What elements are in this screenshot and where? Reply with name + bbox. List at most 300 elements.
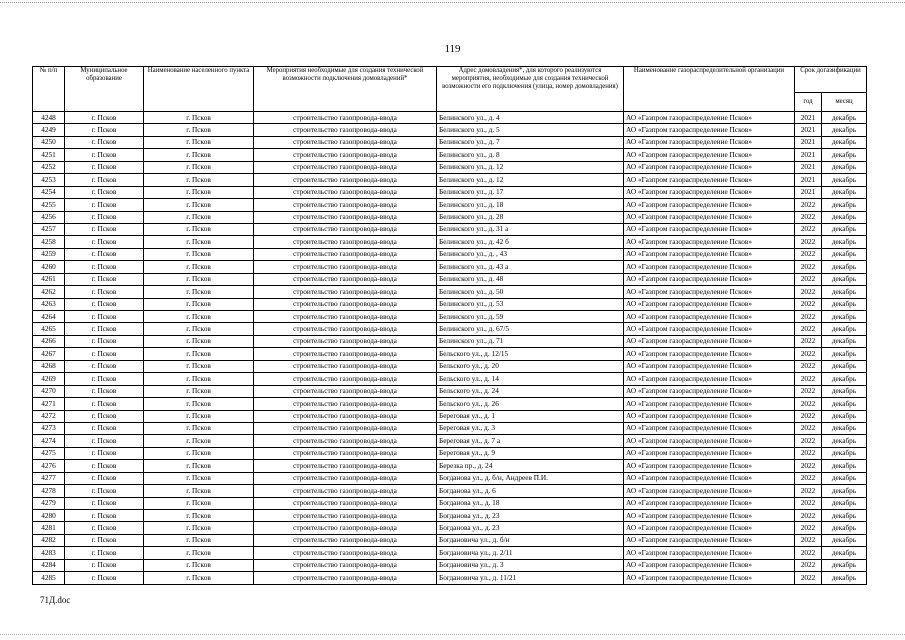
table-row: [33, 236, 867, 248]
row-year: 2022: [795, 248, 822, 260]
header-settlement: Наименование населенного пункта: [144, 67, 254, 112]
table-row: [33, 360, 867, 372]
row-address: Береговая ул., д. 1: [437, 410, 624, 422]
row-organization: АО «Газпром газораспределение Псков»: [624, 398, 795, 410]
row-year: 2022: [795, 534, 822, 546]
row-month: декабрь: [822, 335, 867, 347]
row-month: декабрь: [822, 534, 867, 546]
row-address: Белинского ул., д. 31 а: [437, 223, 624, 235]
table-row: [33, 522, 867, 534]
row-number: 4277: [33, 472, 65, 484]
row-settlement: г. Псков: [144, 112, 254, 124]
row-settlement: г. Псков: [144, 124, 254, 136]
row-month: декабрь: [822, 298, 867, 310]
row-year: 2022: [795, 261, 822, 273]
row-municipality: г. Псков: [65, 149, 144, 161]
row-municipality: г. Псков: [65, 485, 144, 497]
row-settlement: г. Псков: [144, 236, 254, 248]
row-number: 4261: [33, 273, 65, 285]
row-organization: АО «Газпром газораспределение Псков»: [624, 286, 795, 298]
row-number: 4279: [33, 497, 65, 509]
row-month: декабрь: [822, 398, 867, 410]
row-number: 4276: [33, 460, 65, 472]
row-number: 4265: [33, 323, 65, 335]
row-settlement: г. Псков: [144, 311, 254, 323]
row-municipality: г. Псков: [65, 435, 144, 447]
row-month: декабрь: [822, 360, 867, 372]
row-settlement: г. Псков: [144, 447, 254, 459]
row-settlement: г. Псков: [144, 547, 254, 559]
row-measure: строительство газопровода-ввода: [254, 211, 437, 223]
table-row: [33, 298, 867, 310]
table-row: [33, 136, 867, 148]
row-organization: АО «Газпром газораспределение Псков»: [624, 447, 795, 459]
table-body: [33, 112, 867, 585]
row-month: декабрь: [822, 112, 867, 124]
row-settlement: г. Псков: [144, 323, 254, 335]
table-row: [33, 485, 867, 497]
row-address: Береговая ул., д. 7 а: [437, 435, 624, 447]
row-measure: строительство газопровода-ввода: [254, 422, 437, 434]
row-year: 2022: [795, 211, 822, 223]
row-settlement: г. Псков: [144, 422, 254, 434]
row-settlement: г. Псков: [144, 559, 254, 571]
row-number: 4266: [33, 335, 65, 347]
row-measure: строительство газопровода-ввода: [254, 136, 437, 148]
row-number: 4281: [33, 522, 65, 534]
row-organization: АО «Газпром газораспределение Псков»: [624, 348, 795, 360]
row-month: декабрь: [822, 410, 867, 422]
row-organization: АО «Газпром газораспределение Псков»: [624, 199, 795, 211]
row-address: Белинского ул., д. , 43: [437, 248, 624, 260]
row-year: 2022: [795, 572, 822, 584]
row-municipality: г. Псков: [65, 522, 144, 534]
row-number: 4256: [33, 211, 65, 223]
row-municipality: г. Псков: [65, 112, 144, 124]
row-address: Белинского ул., д. 50: [437, 286, 624, 298]
row-month: декабрь: [822, 348, 867, 360]
row-organization: АО «Газпром газораспределение Псков»: [624, 360, 795, 372]
row-year: 2022: [795, 485, 822, 497]
table-row: [33, 385, 867, 397]
row-year: 2022: [795, 348, 822, 360]
row-number: 4255: [33, 199, 65, 211]
row-settlement: г. Псков: [144, 522, 254, 534]
row-year: 2022: [795, 422, 822, 434]
row-municipality: г. Псков: [65, 199, 144, 211]
row-settlement: г. Псков: [144, 298, 254, 310]
row-measure: строительство газопровода-ввода: [254, 261, 437, 273]
row-year: 2021: [795, 186, 822, 198]
row-measure: строительство газопровода-ввода: [254, 522, 437, 534]
table-row: [33, 534, 867, 546]
row-measure: строительство газопровода-ввода: [254, 497, 437, 509]
row-organization: АО «Газпром газораспределение Псков»: [624, 460, 795, 472]
row-municipality: г. Псков: [65, 559, 144, 571]
row-year: 2022: [795, 497, 822, 509]
row-municipality: г. Псков: [65, 385, 144, 397]
row-number: 4252: [33, 161, 65, 173]
row-measure: строительство газопровода-ввода: [254, 298, 437, 310]
row-address: Белинского ул., д. 12: [437, 174, 624, 186]
row-year: 2022: [795, 447, 822, 459]
row-address: Бельского ул., д. 12/15: [437, 348, 624, 360]
row-year: 2021: [795, 124, 822, 136]
row-number: 4270: [33, 385, 65, 397]
row-measure: строительство газопровода-ввода: [254, 311, 437, 323]
row-measure: строительство газопровода-ввода: [254, 373, 437, 385]
row-month: декабрь: [822, 385, 867, 397]
table-row: [33, 311, 867, 323]
row-municipality: г. Псков: [65, 273, 144, 285]
row-measure: строительство газопровода-ввода: [254, 124, 437, 136]
row-organization: АО «Газпром газораспределение Псков»: [624, 211, 795, 223]
row-address: Белинского ул., д. 59: [437, 311, 624, 323]
row-measure: строительство газопровода-ввода: [254, 485, 437, 497]
row-year: 2022: [795, 472, 822, 484]
row-organization: АО «Газпром газораспределение Псков»: [624, 335, 795, 347]
table-row: [33, 348, 867, 360]
row-measure: строительство газопровода-ввода: [254, 335, 437, 347]
row-month: декабрь: [822, 422, 867, 434]
row-year: 2021: [795, 174, 822, 186]
row-month: декабрь: [822, 149, 867, 161]
table-row: [33, 335, 867, 347]
header-term: Срок догазификации: [795, 67, 867, 93]
row-measure: строительство газопровода-ввода: [254, 447, 437, 459]
row-settlement: г. Псков: [144, 472, 254, 484]
row-month: декабрь: [822, 559, 867, 571]
table-row: [33, 435, 867, 447]
row-address: Белинского ул., д. 4: [437, 112, 624, 124]
table-row: [33, 422, 867, 434]
row-measure: строительство газопровода-ввода: [254, 534, 437, 546]
row-organization: АО «Газпром газораспределение Псков»: [624, 174, 795, 186]
row-address: Богдановича ул., д. 2/11: [437, 547, 624, 559]
table-row: [33, 323, 867, 335]
row-number: 4280: [33, 510, 65, 522]
row-organization: АО «Газпром газораспределение Псков»: [624, 510, 795, 522]
row-settlement: г. Псков: [144, 136, 254, 148]
row-settlement: г. Псков: [144, 174, 254, 186]
table-row: [33, 273, 867, 285]
row-settlement: г. Псков: [144, 435, 254, 447]
row-month: декабрь: [822, 510, 867, 522]
row-number: 4283: [33, 547, 65, 559]
table-row: [33, 211, 867, 223]
row-number: 4262: [33, 286, 65, 298]
row-municipality: г. Псков: [65, 236, 144, 248]
row-municipality: г. Псков: [65, 447, 144, 459]
row-organization: АО «Газпром газораспределение Псков»: [624, 136, 795, 148]
table-row: [33, 497, 867, 509]
row-month: декабрь: [822, 174, 867, 186]
row-month: декабрь: [822, 460, 867, 472]
table-row: [33, 547, 867, 559]
row-organization: АО «Газпром газораспределение Псков»: [624, 261, 795, 273]
table-row: [33, 174, 867, 186]
row-address: Береговая ул., д. 9: [437, 447, 624, 459]
row-year: 2022: [795, 460, 822, 472]
row-settlement: г. Псков: [144, 572, 254, 584]
table-row: [33, 112, 867, 124]
row-municipality: г. Псков: [65, 547, 144, 559]
row-organization: АО «Газпром газораспределение Псков»: [624, 472, 795, 484]
row-month: декабрь: [822, 547, 867, 559]
row-address: Белинского ул., д. 8: [437, 149, 624, 161]
row-measure: строительство газопровода-ввода: [254, 223, 437, 235]
row-year: 2022: [795, 373, 822, 385]
row-municipality: г. Псков: [65, 286, 144, 298]
row-number: 4273: [33, 422, 65, 434]
row-number: 4274: [33, 435, 65, 447]
row-number: 4248: [33, 112, 65, 124]
row-organization: АО «Газпром газораспределение Псков»: [624, 547, 795, 559]
row-number: 4284: [33, 559, 65, 571]
row-measure: строительство газопровода-ввода: [254, 460, 437, 472]
row-settlement: г. Псков: [144, 510, 254, 522]
row-month: декабрь: [822, 286, 867, 298]
row-organization: АО «Газпром газораспределение Псков»: [624, 534, 795, 546]
row-year: 2021: [795, 112, 822, 124]
row-number: 4249: [33, 124, 65, 136]
row-number: 4285: [33, 572, 65, 584]
row-organization: АО «Газпром газораспределение Псков»: [624, 186, 795, 198]
row-settlement: г. Псков: [144, 248, 254, 260]
row-settlement: г. Псков: [144, 223, 254, 235]
row-year: 2022: [795, 323, 822, 335]
row-measure: строительство газопровода-ввода: [254, 547, 437, 559]
row-address: Бельского ул., д. 24: [437, 385, 624, 397]
row-number: 4272: [33, 410, 65, 422]
top-border-line: [0, 2, 905, 3]
row-organization: АО «Газпром газораспределение Псков»: [624, 497, 795, 509]
row-year: 2022: [795, 559, 822, 571]
row-municipality: г. Псков: [65, 323, 144, 335]
bottom-border-line: [0, 634, 905, 635]
row-measure: строительство газопровода-ввода: [254, 398, 437, 410]
table-row: [33, 261, 867, 273]
header-year: год: [795, 93, 822, 112]
table-row: [33, 223, 867, 235]
row-organization: АО «Газпром газораспределение Псков»: [624, 485, 795, 497]
row-month: декабрь: [822, 472, 867, 484]
row-number: 4259: [33, 248, 65, 260]
row-settlement: г. Псков: [144, 497, 254, 509]
row-address: Бельского ул., д. 26: [437, 398, 624, 410]
row-settlement: г. Псков: [144, 410, 254, 422]
table-row: [33, 398, 867, 410]
row-year: 2021: [795, 149, 822, 161]
row-settlement: г. Псков: [144, 186, 254, 198]
row-settlement: г. Псков: [144, 398, 254, 410]
row-municipality: г. Псков: [65, 311, 144, 323]
row-measure: строительство газопровода-ввода: [254, 435, 437, 447]
row-year: 2022: [795, 311, 822, 323]
row-number: 4269: [33, 373, 65, 385]
header-month: месяц: [822, 93, 867, 112]
table-row: [33, 447, 867, 459]
row-address: Богданова ул., д. б/н, Андреев П.И.: [437, 472, 624, 484]
row-measure: строительство газопровода-ввода: [254, 360, 437, 372]
row-address: Богданова ул., д. 18: [437, 497, 624, 509]
row-measure: строительство газопровода-ввода: [254, 236, 437, 248]
row-address: Береговая ул., д. 3: [437, 422, 624, 434]
row-month: декабрь: [822, 447, 867, 459]
row-settlement: г. Псков: [144, 199, 254, 211]
row-address: Белинского ул., д. 67/5: [437, 323, 624, 335]
row-year: 2022: [795, 199, 822, 211]
footer-filename: 71Д.doc: [40, 595, 71, 605]
row-organization: АО «Газпром газораспределение Псков»: [624, 559, 795, 571]
table-row: [33, 373, 867, 385]
row-address: Богдановича ул., д. 11/21: [437, 572, 624, 584]
row-number: 4253: [33, 174, 65, 186]
row-measure: строительство газопровода-ввода: [254, 199, 437, 211]
row-address: Белинского ул., д. 53: [437, 298, 624, 310]
row-municipality: г. Псков: [65, 373, 144, 385]
row-organization: АО «Газпром газораспределение Псков»: [624, 124, 795, 136]
row-measure: строительство газопровода-ввода: [254, 348, 437, 360]
row-address: Белинского ул., д. 12: [437, 161, 624, 173]
row-month: декабрь: [822, 136, 867, 148]
row-municipality: г. Псков: [65, 248, 144, 260]
row-measure: строительство газопровода-ввода: [254, 273, 437, 285]
row-address: Белинского ул., д. 17: [437, 186, 624, 198]
row-measure: строительство газопровода-ввода: [254, 323, 437, 335]
table-row: [33, 124, 867, 136]
row-organization: АО «Газпром газораспределение Псков»: [624, 385, 795, 397]
row-address: Богданова ул., д. 6: [437, 485, 624, 497]
row-organization: АО «Газпром газораспределение Псков»: [624, 422, 795, 434]
row-municipality: г. Псков: [65, 335, 144, 347]
row-organization: АО «Газпром газораспределение Псков»: [624, 273, 795, 285]
row-year: 2022: [795, 435, 822, 447]
row-year: 2022: [795, 398, 822, 410]
table-row: [33, 199, 867, 211]
row-settlement: г. Псков: [144, 348, 254, 360]
row-settlement: г. Псков: [144, 286, 254, 298]
row-municipality: г. Псков: [65, 174, 144, 186]
row-municipality: г. Псков: [65, 460, 144, 472]
row-measure: строительство газопровода-ввода: [254, 174, 437, 186]
row-organization: АО «Газпром газораспределение Псков»: [624, 149, 795, 161]
row-month: декабрь: [822, 223, 867, 235]
row-address: Богдановича ул., д. 3: [437, 559, 624, 571]
row-organization: АО «Газпром газораспределение Псков»: [624, 522, 795, 534]
row-measure: строительство газопровода-ввода: [254, 572, 437, 584]
row-month: декабрь: [822, 497, 867, 509]
row-settlement: г. Псков: [144, 161, 254, 173]
row-month: декабрь: [822, 572, 867, 584]
row-measure: строительство газопровода-ввода: [254, 385, 437, 397]
row-address: Белинского ул., д. 48: [437, 273, 624, 285]
row-number: 4257: [33, 223, 65, 235]
row-year: 2022: [795, 410, 822, 422]
row-year: 2022: [795, 273, 822, 285]
row-settlement: г. Псков: [144, 273, 254, 285]
row-month: декабрь: [822, 124, 867, 136]
row-municipality: г. Псков: [65, 298, 144, 310]
row-month: декабрь: [822, 435, 867, 447]
row-municipality: г. Псков: [65, 136, 144, 148]
row-number: 4275: [33, 447, 65, 459]
row-measure: строительство газопровода-ввода: [254, 112, 437, 124]
header-measures: Мероприятия необходимые для создания технической возможности подключения домовладений*: [254, 67, 437, 112]
row-organization: АО «Газпром газораспределение Псков»: [624, 298, 795, 310]
row-year: 2022: [795, 298, 822, 310]
row-measure: строительство газопровода-ввода: [254, 410, 437, 422]
row-municipality: г. Псков: [65, 348, 144, 360]
table-row: [33, 248, 867, 260]
table-row: [33, 510, 867, 522]
row-month: декабрь: [822, 485, 867, 497]
row-settlement: г. Псков: [144, 460, 254, 472]
row-year: 2022: [795, 522, 822, 534]
row-year: 2022: [795, 236, 822, 248]
row-settlement: г. Псков: [144, 360, 254, 372]
table-row: [33, 559, 867, 571]
table-row: [33, 161, 867, 173]
row-measure: строительство газопровода-ввода: [254, 559, 437, 571]
row-number: 4258: [33, 236, 65, 248]
row-year: 2022: [795, 360, 822, 372]
table-row: [33, 460, 867, 472]
row-number: 4267: [33, 348, 65, 360]
row-organization: АО «Газпром газораспределение Псков»: [624, 435, 795, 447]
row-address: Белинского ул., д. 43 а: [437, 261, 624, 273]
row-organization: АО «Газпром газораспределение Псков»: [624, 112, 795, 124]
row-organization: АО «Газпром газораспределение Псков»: [624, 248, 795, 260]
row-number: 4254: [33, 186, 65, 198]
row-organization: АО «Газпром газораспределение Псков»: [624, 572, 795, 584]
row-measure: строительство газопровода-ввода: [254, 286, 437, 298]
row-address: Белинского ул., д. 42 б: [437, 236, 624, 248]
row-organization: АО «Газпром газораспределение Псков»: [624, 373, 795, 385]
row-number: 4250: [33, 136, 65, 148]
row-measure: строительство газопровода-ввода: [254, 472, 437, 484]
row-address: Богданова ул., д. 23: [437, 510, 624, 522]
row-number: 4282: [33, 534, 65, 546]
row-organization: АО «Газпром газораспределение Псков»: [624, 410, 795, 422]
table-row: [33, 472, 867, 484]
row-settlement: г. Псков: [144, 335, 254, 347]
row-year: 2022: [795, 547, 822, 559]
row-measure: строительство газопровода-ввода: [254, 248, 437, 260]
row-month: декабрь: [822, 199, 867, 211]
header-address: Адрес домовладения*, для которого реализуются мероприятия, необходимые для создания технической возможности его подключения (улица, номер домовладения): [437, 67, 624, 112]
row-municipality: г. Псков: [65, 497, 144, 509]
row-month: декабрь: [822, 161, 867, 173]
table-row: [33, 149, 867, 161]
row-organization: АО «Газпром газораспределение Псков»: [624, 161, 795, 173]
row-year: 2022: [795, 223, 822, 235]
row-address: Березка пр., д. 24: [437, 460, 624, 472]
row-organization: АО «Газпром газораспределение Псков»: [624, 311, 795, 323]
header-organization: Наименование газораспределительной организации: [624, 67, 795, 112]
table-row: [33, 410, 867, 422]
row-number: 4271: [33, 398, 65, 410]
row-number: 4268: [33, 360, 65, 372]
row-address: Белинского ул., д. 28: [437, 211, 624, 223]
row-measure: строительство газопровода-ввода: [254, 510, 437, 522]
row-measure: строительство газопровода-ввода: [254, 161, 437, 173]
row-number: 4264: [33, 311, 65, 323]
row-year: 2022: [795, 335, 822, 347]
row-settlement: г. Псков: [144, 261, 254, 273]
row-municipality: г. Псков: [65, 410, 144, 422]
row-municipality: г. Псков: [65, 472, 144, 484]
